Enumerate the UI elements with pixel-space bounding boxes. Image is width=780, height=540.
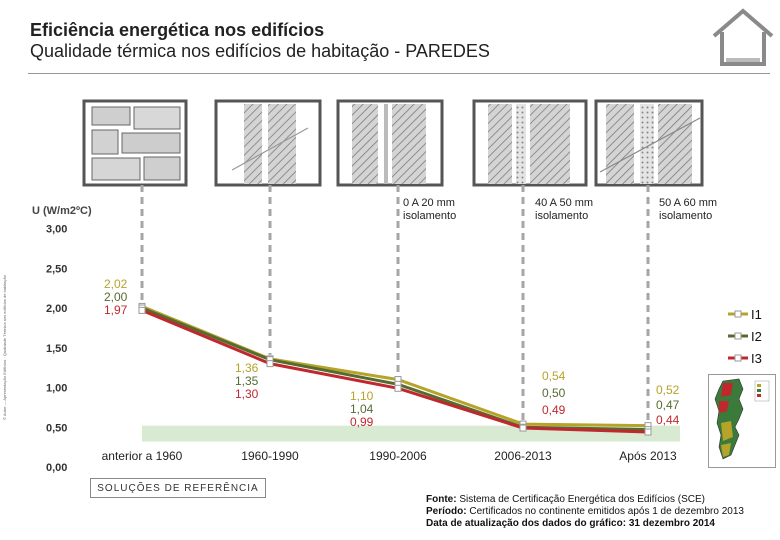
source-label: Fonte: [426, 494, 457, 505]
period-label: Período: [426, 506, 467, 517]
page-subtitle: Qualidade térmica nos edifícios de habitação - PAREDES [30, 41, 490, 61]
y-tick-label: 1,50 [46, 342, 68, 355]
legend-marker [735, 311, 741, 317]
value-label: 1,30 [235, 387, 259, 401]
y-tick-label: 2,50 [46, 263, 68, 276]
source-text: Sistema de Certificação Energética dos Edifícios (SCE) [456, 494, 705, 505]
legend-label: I1 [751, 307, 762, 322]
value-label: 0,99 [350, 415, 374, 429]
value-label: 1,97 [104, 303, 128, 317]
data-point [395, 385, 401, 391]
value-label: 2,02 [104, 277, 128, 291]
data-point [139, 307, 145, 313]
y-tick-label: 1,00 [46, 382, 68, 395]
value-label: 0,49 [542, 403, 566, 417]
insulation-annotation: 0 A 20 mm [403, 197, 455, 209]
value-label: 0,44 [656, 413, 680, 427]
series-line-I3 [142, 310, 648, 432]
x-tick-label: 1960-1990 [241, 449, 299, 463]
y-tick-label: 0,50 [46, 422, 68, 435]
source-note [426, 494, 744, 530]
value-label: 1,36 [235, 361, 259, 375]
reference-solutions-button[interactable]: SOLUÇÕES DE REFERÊNCIA [90, 478, 266, 498]
data-point [520, 425, 526, 431]
data-point [645, 429, 651, 435]
portugal-map [708, 374, 776, 468]
insulation-annotation: isolamento [659, 210, 713, 222]
y-tick-label: 0,00 [46, 462, 68, 474]
value-label: 1,35 [235, 374, 259, 388]
value-label: 2,00 [104, 290, 128, 304]
x-tick-label: 2006-2013 [494, 449, 552, 463]
value-label: 1,10 [350, 389, 374, 403]
x-tick-label: Após 2013 [619, 449, 677, 463]
value-label: 0,52 [656, 383, 680, 397]
insulation-annotation: isolamento [535, 210, 589, 222]
insulation-annotation: isolamento [403, 210, 457, 222]
period-text: Certificados no continente emitidos após 1 de dezembro 2013 [466, 506, 744, 517]
value-label: 0,50 [542, 386, 566, 400]
legend-label: I2 [751, 329, 762, 344]
value-label: 0,54 [542, 369, 566, 383]
page-title: Eficiência energética nos edifícios [30, 20, 325, 40]
data-point [267, 361, 273, 367]
insulation-annotation: 50 A 60 mm [659, 197, 718, 209]
legend-marker [735, 333, 741, 339]
x-tick-label: anterior a 1960 [101, 449, 183, 463]
side-credit: © Autor — Apresentação Edifícios · Qualidade Térmica nos edifícios de habitação [2, 275, 7, 420]
value-label: 1,04 [350, 402, 374, 416]
update-text: Data de atualização dos dados do gráfico: 31 dezembro 2014 [426, 518, 715, 529]
series-line-I2 [142, 308, 648, 430]
legend-label: I3 [751, 351, 762, 366]
x-tick-label: 1990-2006 [369, 449, 427, 463]
value-label: 0,47 [656, 398, 680, 412]
y-tick-label: 3,00 [46, 223, 68, 236]
insulation-annotation: 40 A 50 mm [535, 197, 594, 209]
series-line-I1 [142, 306, 648, 425]
y-tick-label: 2,00 [46, 303, 68, 315]
y-axis-label: U (W/m2ºC) [32, 205, 92, 217]
legend-marker [735, 355, 741, 361]
